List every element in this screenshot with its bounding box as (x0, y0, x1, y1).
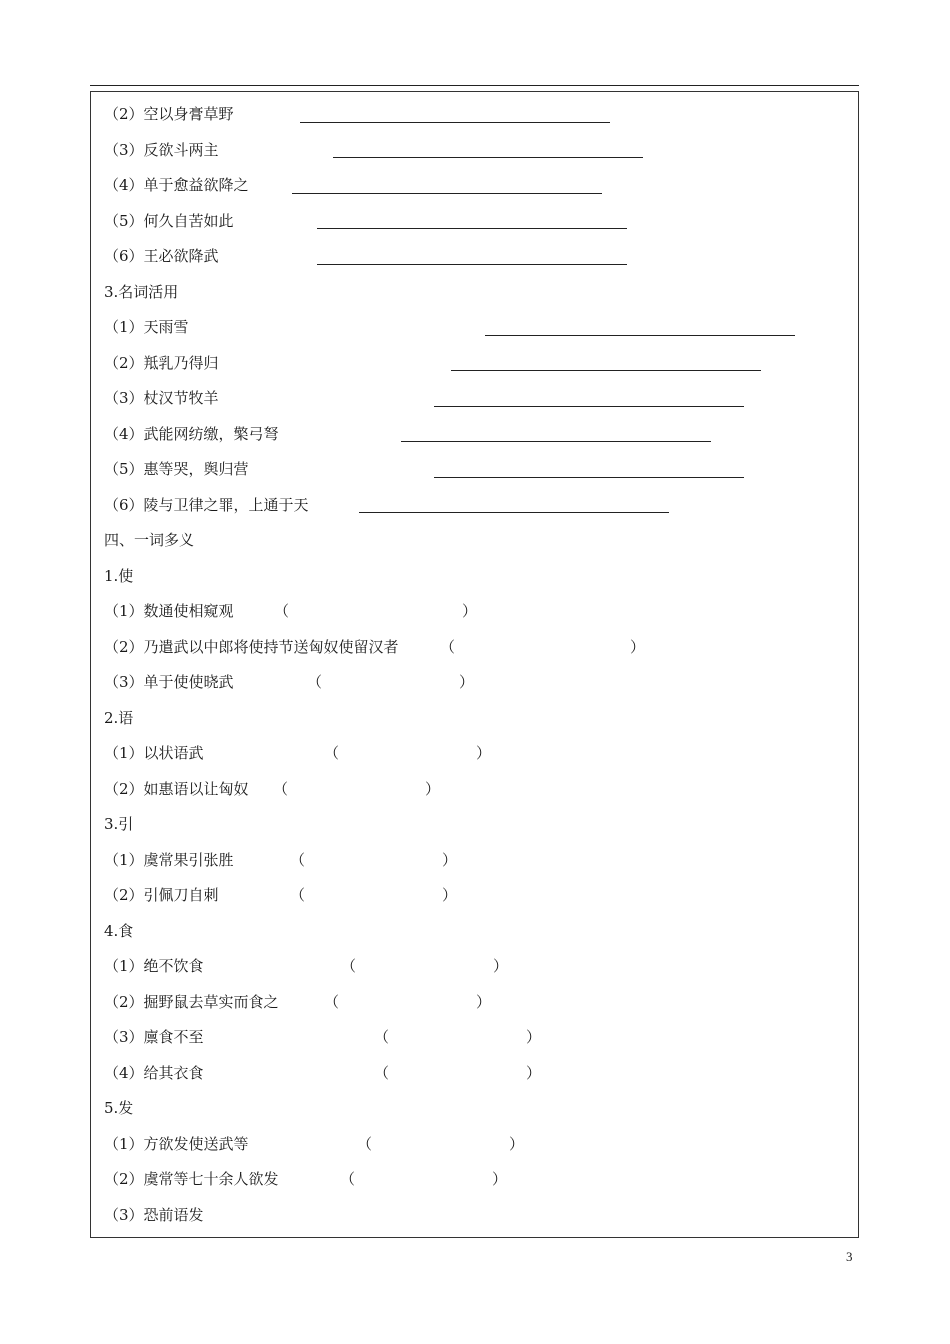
open-paren: （ (290, 886, 306, 904)
item-line: （6）王必欲降武 (104, 247, 219, 265)
sub-heading: 3.引 (104, 815, 134, 833)
close-paren: ） (509, 1135, 525, 1153)
open-paren: （ (440, 638, 456, 656)
close-paren: ） (493, 957, 509, 975)
answer-blank[interactable] (333, 157, 643, 158)
item-line: （1）天雨雪 (104, 318, 189, 336)
item-line: （2）羝乳乃得归 (104, 354, 219, 372)
answer-blank[interactable] (300, 122, 610, 123)
item-line: （2）引佩刀自刺 (104, 886, 219, 904)
item-line: （2）掘野鼠去草实而食之 (104, 993, 279, 1011)
open-paren: （ (340, 1170, 356, 1188)
sub-heading: 5.发 (104, 1099, 134, 1117)
close-paren: ） (442, 886, 458, 904)
close-paren: ） (526, 1028, 542, 1046)
sub-heading: 4.食 (104, 922, 134, 940)
item-line: （5）惠等哭，舆归营 (104, 460, 249, 478)
open-paren: （ (374, 1028, 390, 1046)
open-paren: （ (324, 744, 340, 762)
header-rule (90, 85, 859, 86)
item-line: （3）恐前语发 (104, 1206, 204, 1224)
close-paren: ） (492, 1170, 508, 1188)
open-paren: （ (341, 957, 357, 975)
section-heading: 四、一词多义 (104, 531, 195, 549)
open-paren: （ (273, 780, 289, 798)
answer-blank[interactable] (317, 228, 627, 229)
item-line: （1）数通使相窥观 (104, 602, 234, 620)
open-paren: （ (290, 851, 306, 869)
close-paren: ） (462, 602, 478, 620)
item-line: （2）虞常等七十余人欲发 (104, 1170, 279, 1188)
item-line: （4）单于愈益欲降之 (104, 176, 249, 194)
close-paren: ） (459, 673, 475, 691)
section-heading: 3.名词活用 (104, 283, 179, 301)
item-line: （3）单于使使晓武 (104, 673, 234, 691)
sub-heading: 1.使 (104, 567, 134, 585)
item-line: （1）虞常果引张胜 (104, 851, 234, 869)
answer-blank[interactable] (434, 477, 744, 478)
answer-blank[interactable] (434, 406, 744, 407)
close-paren: ） (476, 744, 492, 762)
open-paren: （ (357, 1135, 373, 1153)
item-line: （4）给其衣食 (104, 1064, 204, 1082)
item-line: （5）何久自苦如此 (104, 212, 234, 230)
answer-blank[interactable] (451, 370, 761, 371)
open-paren: （ (274, 602, 290, 620)
open-paren: （ (307, 673, 323, 691)
item-line: （4）武能网纺缴，檠弓弩 (104, 425, 279, 443)
sub-heading: 2.语 (104, 709, 134, 727)
open-paren: （ (374, 1064, 390, 1082)
item-line: （2）如惠语以让匈奴 (104, 780, 249, 798)
item-line: （1）方欲发使送武等 (104, 1135, 249, 1153)
item-line: （1）以状语武 (104, 744, 204, 762)
item-line: （3）反欲斗两主 (104, 141, 219, 159)
item-line: （6）陵与卫律之罪，上通于天 (104, 496, 309, 514)
close-paren: ） (476, 993, 492, 1011)
close-paren: ） (630, 638, 646, 656)
item-line: （2）乃遣武以中郎将使持节送匈奴使留汉者 (104, 638, 399, 656)
answer-blank[interactable] (485, 335, 795, 336)
answer-blank[interactable] (292, 193, 602, 194)
item-line: （3）杖汉节牧羊 (104, 389, 219, 407)
page-number: 3 (846, 1249, 853, 1264)
close-paren: ） (526, 1064, 542, 1082)
item-line: （3）廪食不至 (104, 1028, 204, 1046)
answer-blank[interactable] (317, 264, 627, 265)
answer-blank[interactable] (401, 441, 711, 442)
close-paren: ） (425, 780, 441, 798)
close-paren: ） (442, 851, 458, 869)
item-line: （1）绝不饮食 (104, 957, 204, 975)
open-paren: （ (324, 993, 340, 1011)
answer-blank[interactable] (359, 512, 669, 513)
item-line: （2）空以身膏草野 (104, 105, 234, 123)
